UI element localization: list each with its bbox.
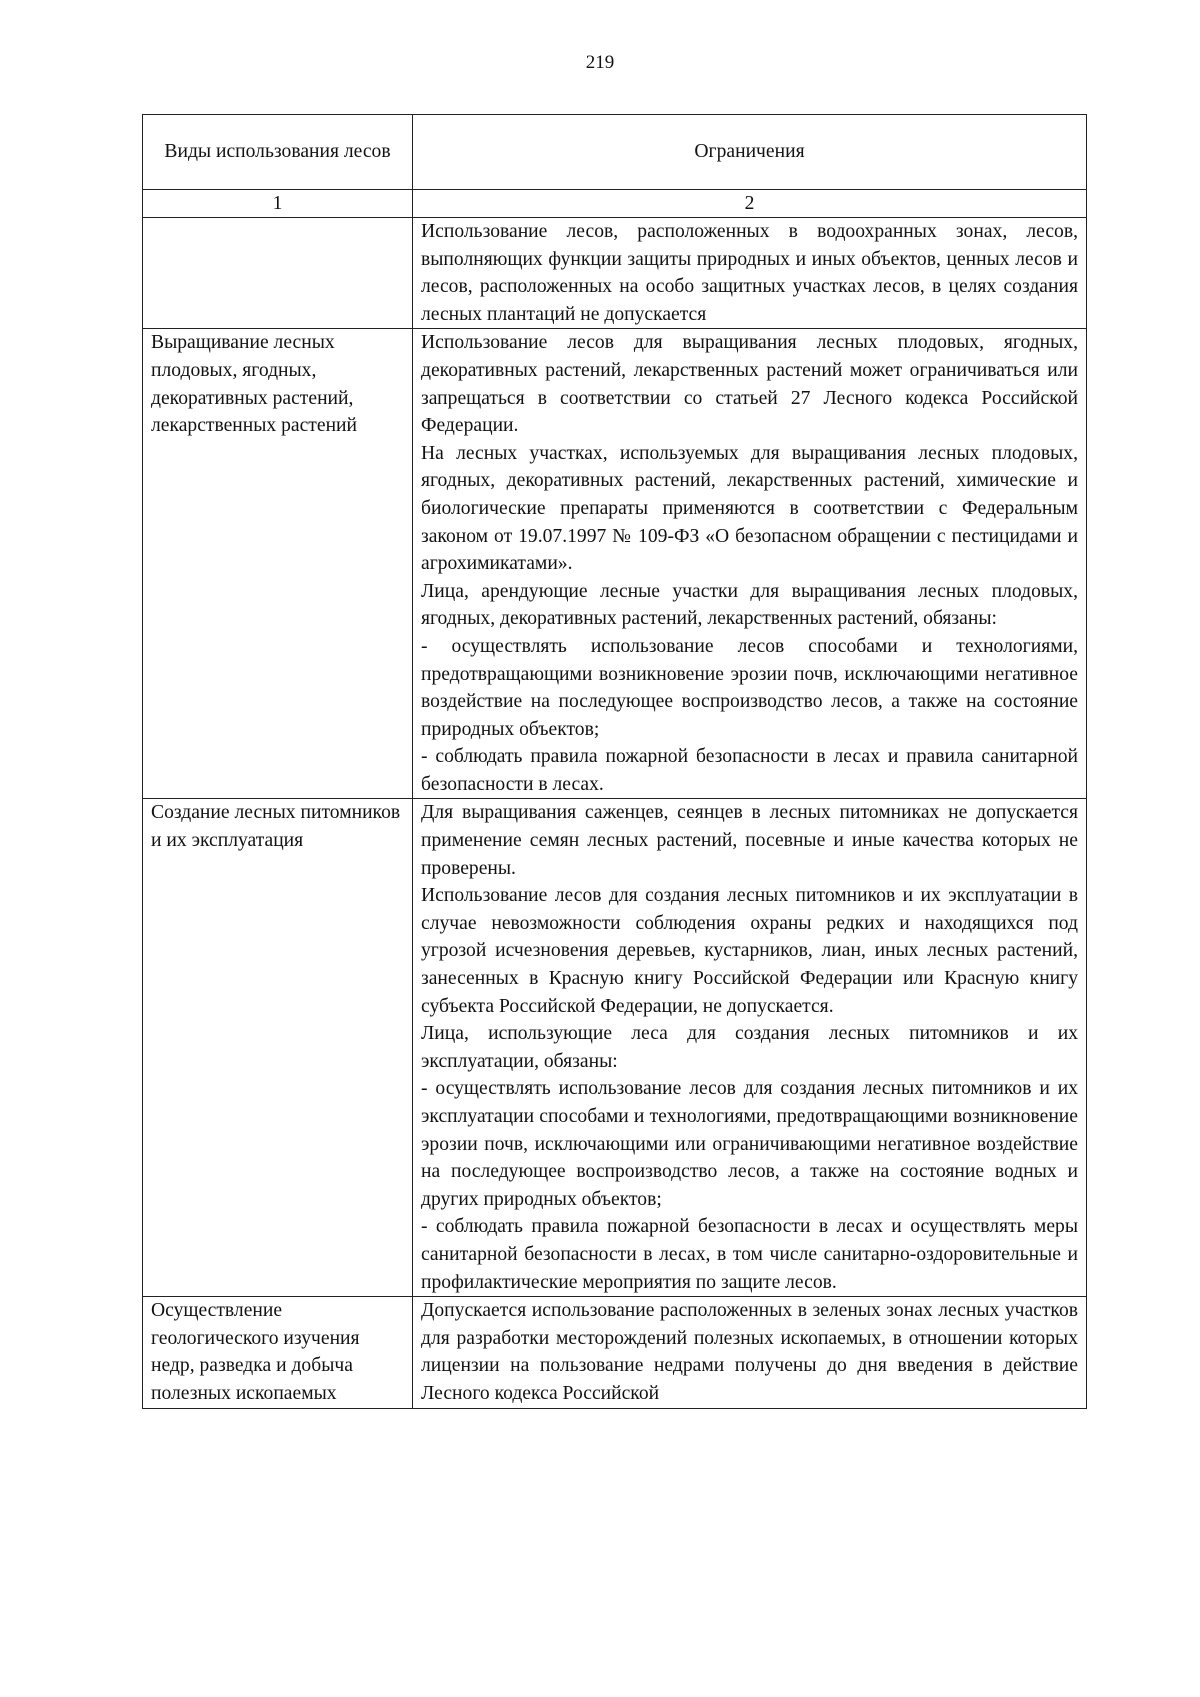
use-type-text: Выращивание лесных плодовых, ягодных, декоративных растений, лекарственных растений xyxy=(151,332,358,437)
restriction-paragraph: - осуществлять использование лесов способами и технологиями, предотвращающими возникновение эрозии почв, исключающими негативное воздействие на последующее воспроизводство лесов, а также на состояние природных объектов; xyxy=(421,635,1078,740)
restriction-paragraph: На лесных участках, используемых для выращивания лесных плодовых, ягодных, декоративных растений, лекарственных растений, химические и биологические препараты применяются в соответствии с Федеральным законом от 19.07.1997 № 109-ФЗ «О безопасном обращении с пестицидами и агрохимикатами». xyxy=(421,442,1078,575)
restrictions-cell xyxy=(413,1297,1087,1408)
use-type-cell xyxy=(143,218,413,329)
use-type-text: Осуществление геологического изучения недр, разведка и добыча полезных ископаемых xyxy=(151,1300,360,1404)
header-col1-text: Виды использования лесов xyxy=(164,141,391,162)
table-row xyxy=(143,329,1087,799)
restrictions-cell xyxy=(413,329,1087,799)
restriction-paragraph: Для выращивания саженцев, сеянцев в лесных питомниках не допускается применение семян лесных растений, посевные и иные качества которых не проверены. xyxy=(421,802,1078,879)
restriction-paragraph: Использование лесов для создания лесных питомников и их эксплуатации в случае невозможности соблюдения охраны редких и находящихся под угрозой исчезновения деревьев, кустарников, лиан, иных лесных растений, занесенных в Красную книгу Российской Федерации или Красную книгу субъекта Российской Федерации, не допускается. xyxy=(421,885,1078,1017)
restrictions-cell xyxy=(413,218,1087,329)
restriction-paragraph: - соблюдать правила пожарной безопасности в лесах и правила санитарной безопасности в лесах. xyxy=(421,746,1078,795)
table-row xyxy=(143,1297,1087,1408)
restriction-paragraph: Использование лесов для выращивания лесных плодовых, ягодных, декоративных растений, лекарственных растений может ограничиваться или запрещаться в соответствии со статьей 27 Лесного кодекса Российской Федерации. xyxy=(421,332,1078,437)
page-number: 219 xyxy=(585,52,615,73)
restrictions-table xyxy=(142,114,1087,1409)
restriction-paragraph: Допускается использование расположенных в зеленых зонах лесных участков для разработки месторождений полезных ископаемых, в отношении которых лицензии на пользование недрами получены до дня введения в действие Лесного кодекса Российской xyxy=(421,1300,1078,1404)
use-type-cell xyxy=(143,329,413,799)
restriction-paragraph: - соблюдать правила пожарной безопасности в лесах и осуществлять меры санитарной безопасности в лесах, в том числе санитарно-оздоровительные и профилактические мероприятия по защите лесов. xyxy=(421,1216,1078,1293)
column-number-1: 1 xyxy=(143,190,413,218)
restriction-paragraph: Лица, использующие леса для создания лесных питомников и их эксплуатации, обязаны: xyxy=(421,1023,1078,1072)
column-number-2: 2 xyxy=(413,190,1087,218)
table-header-row xyxy=(143,115,1087,190)
restriction-paragraph: Лица, арендующие лесные участки для выращивания лесных плодовых, ягодных, декоративных растений, лекарственных растений, обязаны: xyxy=(421,580,1078,630)
header-forest-use-types xyxy=(143,115,413,190)
restrictions-cell xyxy=(413,799,1087,1297)
header-col2-text: Ограничения xyxy=(694,141,805,162)
table-row xyxy=(143,799,1087,1297)
use-type-cell xyxy=(143,1297,413,1408)
use-type-cell xyxy=(143,799,413,1297)
restriction-paragraph: - осуществлять использование лесов для создания лесных питомников и их эксплуатации способами и технологиями, предотвращающими возникновение эрозии почв, исключающими или ограничивающими негативное воздействие на последующее воспроизводство лесов, а также на состояние водных и других природных объектов; xyxy=(421,1078,1078,1210)
table-row xyxy=(143,218,1087,329)
table-numbering-row xyxy=(143,190,1087,218)
use-type-text: Создание лесных питомников и их эксплуатация xyxy=(151,802,401,852)
header-restrictions xyxy=(413,115,1087,190)
restriction-paragraph: Использование лесов, расположенных в водоохранных зонах, лесов, выполняющих функции защиты природных и иных объектов, ценных лесов и лесов, расположенных на особо защитных участках лесов, в целях создания лесных плантаций не допускается xyxy=(421,221,1078,325)
